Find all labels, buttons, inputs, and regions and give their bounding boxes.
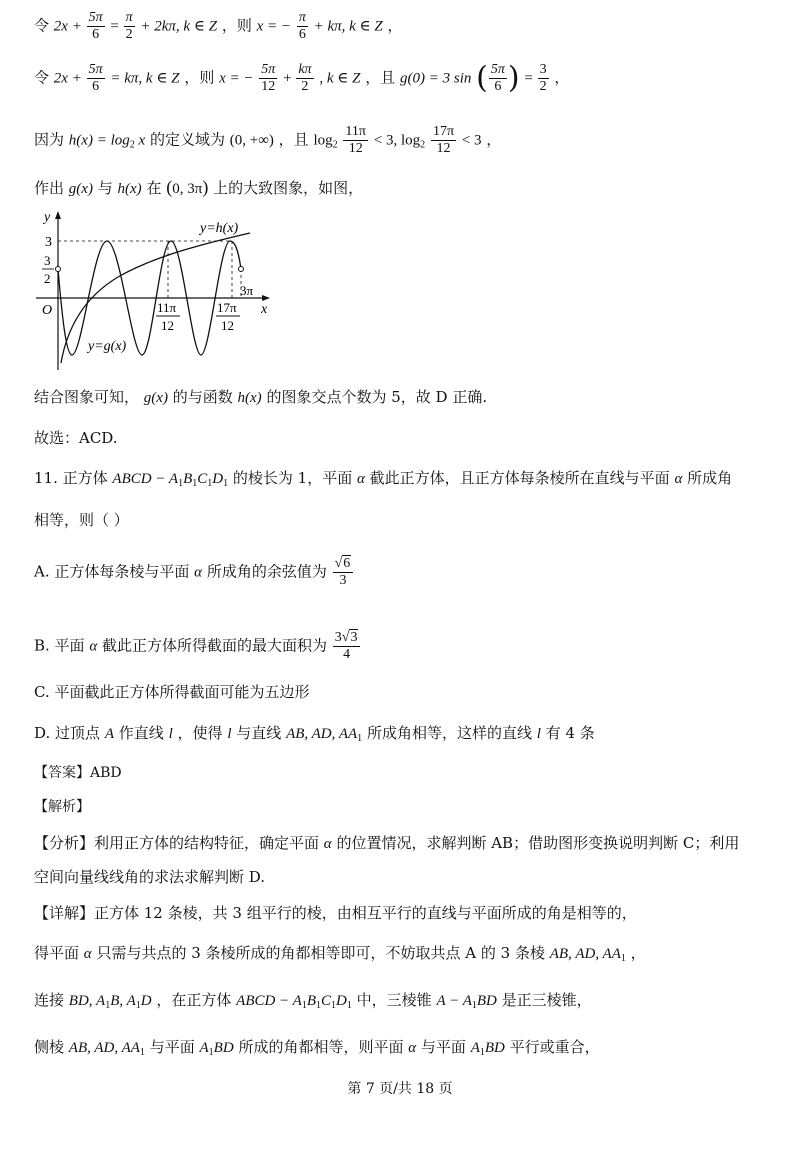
h-curve-label: y=h(x) (200, 221, 239, 236)
analysis-line-2 (34, 870, 265, 885)
math: x = − (219, 70, 254, 87)
tick-label-11pi-num: 11π (157, 300, 177, 315)
math: A (470, 1040, 480, 1056)
text: 所成的角都相等，则平面 (238, 1038, 404, 1056)
x-axis-label: x (261, 302, 268, 317)
text: 得平面 (34, 944, 80, 962)
math: < 3 (461, 132, 482, 149)
subscript: 1 (346, 1000, 352, 1011)
math: BD, A (68, 993, 106, 1009)
tick-label-11pi-den: 12 (161, 318, 174, 333)
subscript: 1 (105, 1000, 111, 1011)
math: α (408, 1040, 417, 1056)
tick-label-32-num: 3 (44, 253, 51, 268)
fraction: $\frac{3}{2}$ (539, 62, 547, 95)
text: 所成角 (687, 469, 733, 487)
option-c (34, 685, 309, 700)
math: g(x) (68, 181, 93, 197)
text: ，则 (221, 16, 252, 35)
math: h(x) = log (68, 132, 130, 149)
text: 与直线 (236, 724, 282, 742)
text: ，则 (184, 68, 215, 87)
detail-line-4: 侧棱 AB, AD, $AA_1$ 与平面 $A_1BD$ 所成的角都相等，则平面 α 与平面 $A_1BD$ 平行或重合， (34, 1038, 600, 1058)
math: g(x) (143, 390, 168, 406)
math: ABCD − A (112, 471, 179, 487)
math: A (104, 726, 114, 742)
math: AB, AD, AA (549, 946, 621, 962)
text: 与平面 (149, 1038, 195, 1056)
text: 侧棱 (34, 1038, 65, 1056)
text: 连接 (34, 991, 65, 1009)
option-b (34, 630, 361, 663)
math: + kπ, k ∈ Z (313, 18, 383, 35)
subscript: 1 (301, 1000, 307, 1011)
text: 的图象交点个数为 5，故 D 正确. (266, 388, 488, 406)
text: 与 (97, 179, 113, 197)
fraction: $\frac{\pi}{2}$ (125, 10, 133, 43)
math: α (357, 471, 365, 487)
g-start-point (56, 267, 61, 272)
text: ， (486, 130, 502, 149)
solution-line-3 (34, 124, 501, 157)
answer-line (34, 766, 122, 780)
subscript: 1 (620, 953, 626, 964)
math: = (524, 70, 537, 87)
math: 2x + (53, 18, 86, 35)
subscript: 1 (223, 478, 229, 489)
analysis-header (34, 800, 90, 814)
text: 【分析】利用正方体的结构特征，确定平面 (34, 834, 320, 852)
math: = (110, 18, 123, 35)
g-curve-label: y=g(x) (88, 339, 127, 354)
math: ABCD − A (236, 993, 302, 1009)
fraction: $\frac{5\pi}{6}$ (490, 62, 505, 95)
subscript: 1 (192, 478, 198, 489)
text: 相等，则（ ） (34, 511, 129, 529)
origin-label: O (42, 303, 53, 318)
tick-label-3pi: 3π (240, 283, 254, 298)
text: 截此正方体，且正方体每条棱所在直线与平面 (369, 469, 670, 487)
text: 作直线 (118, 724, 164, 742)
subscript: 1 (357, 733, 363, 744)
math: α (323, 836, 332, 852)
fraction: $\frac{k\pi}{2}$ (298, 62, 312, 95)
tick-label-32-den: 2 (44, 271, 51, 286)
text: 故选：ACD. (34, 429, 118, 447)
subscript: 2 (420, 139, 426, 151)
detail-line-2 (34, 946, 646, 964)
fraction: $\frac{17\pi}{12}$ (432, 124, 455, 157)
math: 0, 3π (172, 181, 203, 197)
text: 令 (34, 68, 50, 87)
math: α (674, 471, 683, 487)
math: + 2kπ, k ∈ Z (140, 18, 218, 35)
text: ，且 (278, 130, 309, 149)
subscript: 1 (471, 1000, 477, 1011)
subscript: 1 (207, 478, 213, 489)
math: α (83, 946, 92, 962)
question-11-line-2 (34, 513, 129, 528)
math: , k ∈ Z (319, 70, 361, 87)
text: 是正三棱锥， (501, 991, 592, 1009)
subscript: 1 (178, 478, 184, 489)
math: (0, +∞) (229, 132, 274, 149)
paren-right: ) (507, 60, 520, 96)
text: 【详解】正方体 12 条棱，共 3 组平行的棱，由相互平行的直线与平面所成的角是相等的， (34, 904, 637, 922)
y-axis-label: y (44, 210, 51, 225)
text: 【解析】 (34, 799, 90, 815)
text: ， (554, 68, 570, 87)
text: ，使得 (177, 724, 223, 742)
text: 结合图象可知， (34, 388, 140, 406)
answer: 【答案】ABD (34, 765, 122, 781)
text: 所成角的余弦值为 (206, 562, 327, 581)
fraction: $\frac{5\pi}{6}$ (88, 10, 103, 43)
text: 上的大致图象，如图， (213, 179, 364, 197)
text: A. 正方体每条棱与平面 (34, 562, 190, 581)
fraction: $\frac{5\pi}{12}$ (261, 62, 276, 95)
text: B. 平面 (34, 636, 85, 655)
math: l (168, 726, 173, 742)
math: + (283, 70, 296, 87)
fraction: $\frac{5\pi}{6}$ (88, 62, 103, 95)
text: 截此正方体所得截面的最大面积为 (102, 636, 328, 655)
math: l (227, 726, 232, 742)
math: A − A (436, 993, 472, 1009)
text: 只需与共点的 3 条棱所成的角都相等即可，不妨取共点 A 的 3 条棱 (96, 944, 545, 962)
math: α (89, 638, 98, 655)
math: x = − (256, 18, 292, 35)
subscript: 1 (331, 1000, 337, 1011)
text: C. 平面截此正方体所得截面可能为五边形 (34, 683, 310, 701)
math: h(x) (117, 181, 142, 197)
tick-label-17pi-den: 12 (221, 318, 234, 333)
option-a (34, 556, 354, 589)
math: < 3, log (373, 132, 421, 149)
subscript: 1 (135, 1000, 141, 1011)
solution-line-5 (34, 390, 487, 406)
text: 11. 正方体 (34, 469, 108, 487)
solution-conclusion (34, 431, 118, 446)
subscript: 1 (479, 1047, 485, 1058)
g-end-point (239, 267, 244, 272)
text: 空间向量线线角的求法求解判断 D. (34, 868, 266, 886)
text: ， (387, 16, 403, 35)
solution-line-1 (34, 10, 403, 43)
math: g(0) = 3 sin (400, 70, 472, 87)
text: ，且 (365, 68, 396, 87)
text: 因为 (34, 130, 65, 149)
subscript: 2 (129, 139, 135, 151)
math: AB, AD, AA (286, 726, 358, 742)
fraction: $\frac{3√3}{4}$ (333, 630, 361, 663)
subscript: 1 (208, 1047, 214, 1058)
math: x (134, 132, 146, 149)
fraction: $\frac{√6}{3}$ (333, 556, 354, 589)
text: 的棱长为 1，平面 (232, 469, 353, 487)
text: 在 (146, 179, 162, 197)
solution-line-4: 作出 g(x) 与 h(x) 在 (0, 3π) 上的大致图象，如图， (34, 177, 364, 197)
subscript: 1 (139, 1047, 145, 1058)
text: ， (630, 944, 646, 962)
function-graph (28, 205, 278, 375)
text: 作出 (34, 179, 65, 197)
math: l (536, 726, 541, 742)
math: α (194, 564, 203, 581)
math: log (313, 132, 333, 149)
text: 的位置情况，求解判断 AB；借助图形变换说明判断 C；利用 (336, 834, 740, 852)
tick-label-17pi-num: 17π (217, 300, 237, 315)
math: h(x) (237, 390, 262, 406)
solution-line-2 (34, 62, 569, 95)
paren-left: ( (476, 60, 488, 96)
tick-label-3: 3 (45, 235, 52, 250)
text: ，在正方体 (156, 991, 232, 1009)
text: 有 4 条 (545, 724, 595, 742)
question-11-line-1: 11. 正方体 ABCD − $A_1B_1C_1D_1$ 的棱长为 1，平面 α 截此正方体，且正方体每条棱所在直线与平面 α 所成角 (34, 469, 733, 489)
text: 平行或重合， (509, 1038, 600, 1056)
math: 2x + (53, 70, 86, 87)
x-axis-arrow (262, 295, 270, 301)
text: 令 (34, 16, 50, 35)
page-footer: 第 7 页/共 18 页 (347, 1081, 453, 1097)
math: A (199, 1040, 209, 1056)
subscript: 1 (316, 1000, 322, 1011)
text: 的与函数 (172, 388, 233, 406)
option-d (34, 726, 595, 744)
detail-line-3: 连接 BD, $A_1B$, $A_1D$ ，在正方体 ABCD − $A_1B_1C_1D_1$ 中，三棱锥 $A - A_1BD$ 是正三棱锥， (34, 991, 592, 1011)
fraction: $\frac{11\pi}{12}$ (345, 124, 366, 157)
analysis-line-1 (34, 836, 739, 852)
math: AB, AD, AA (68, 1040, 140, 1056)
fraction: $\frac{\pi}{6}$ (298, 10, 306, 43)
subscript: 2 (332, 139, 338, 151)
detail-line-1 (34, 906, 637, 921)
text: D. 过顶点 (34, 724, 101, 742)
text: 的定义域为 (149, 130, 225, 149)
math: = kπ, k ∈ Z (110, 70, 180, 87)
text: 中，三棱锥 (356, 991, 432, 1009)
y-axis-arrow (55, 211, 61, 219)
text: 所成角相等，这样的直线 (366, 724, 532, 742)
text: 与平面 (420, 1038, 466, 1056)
